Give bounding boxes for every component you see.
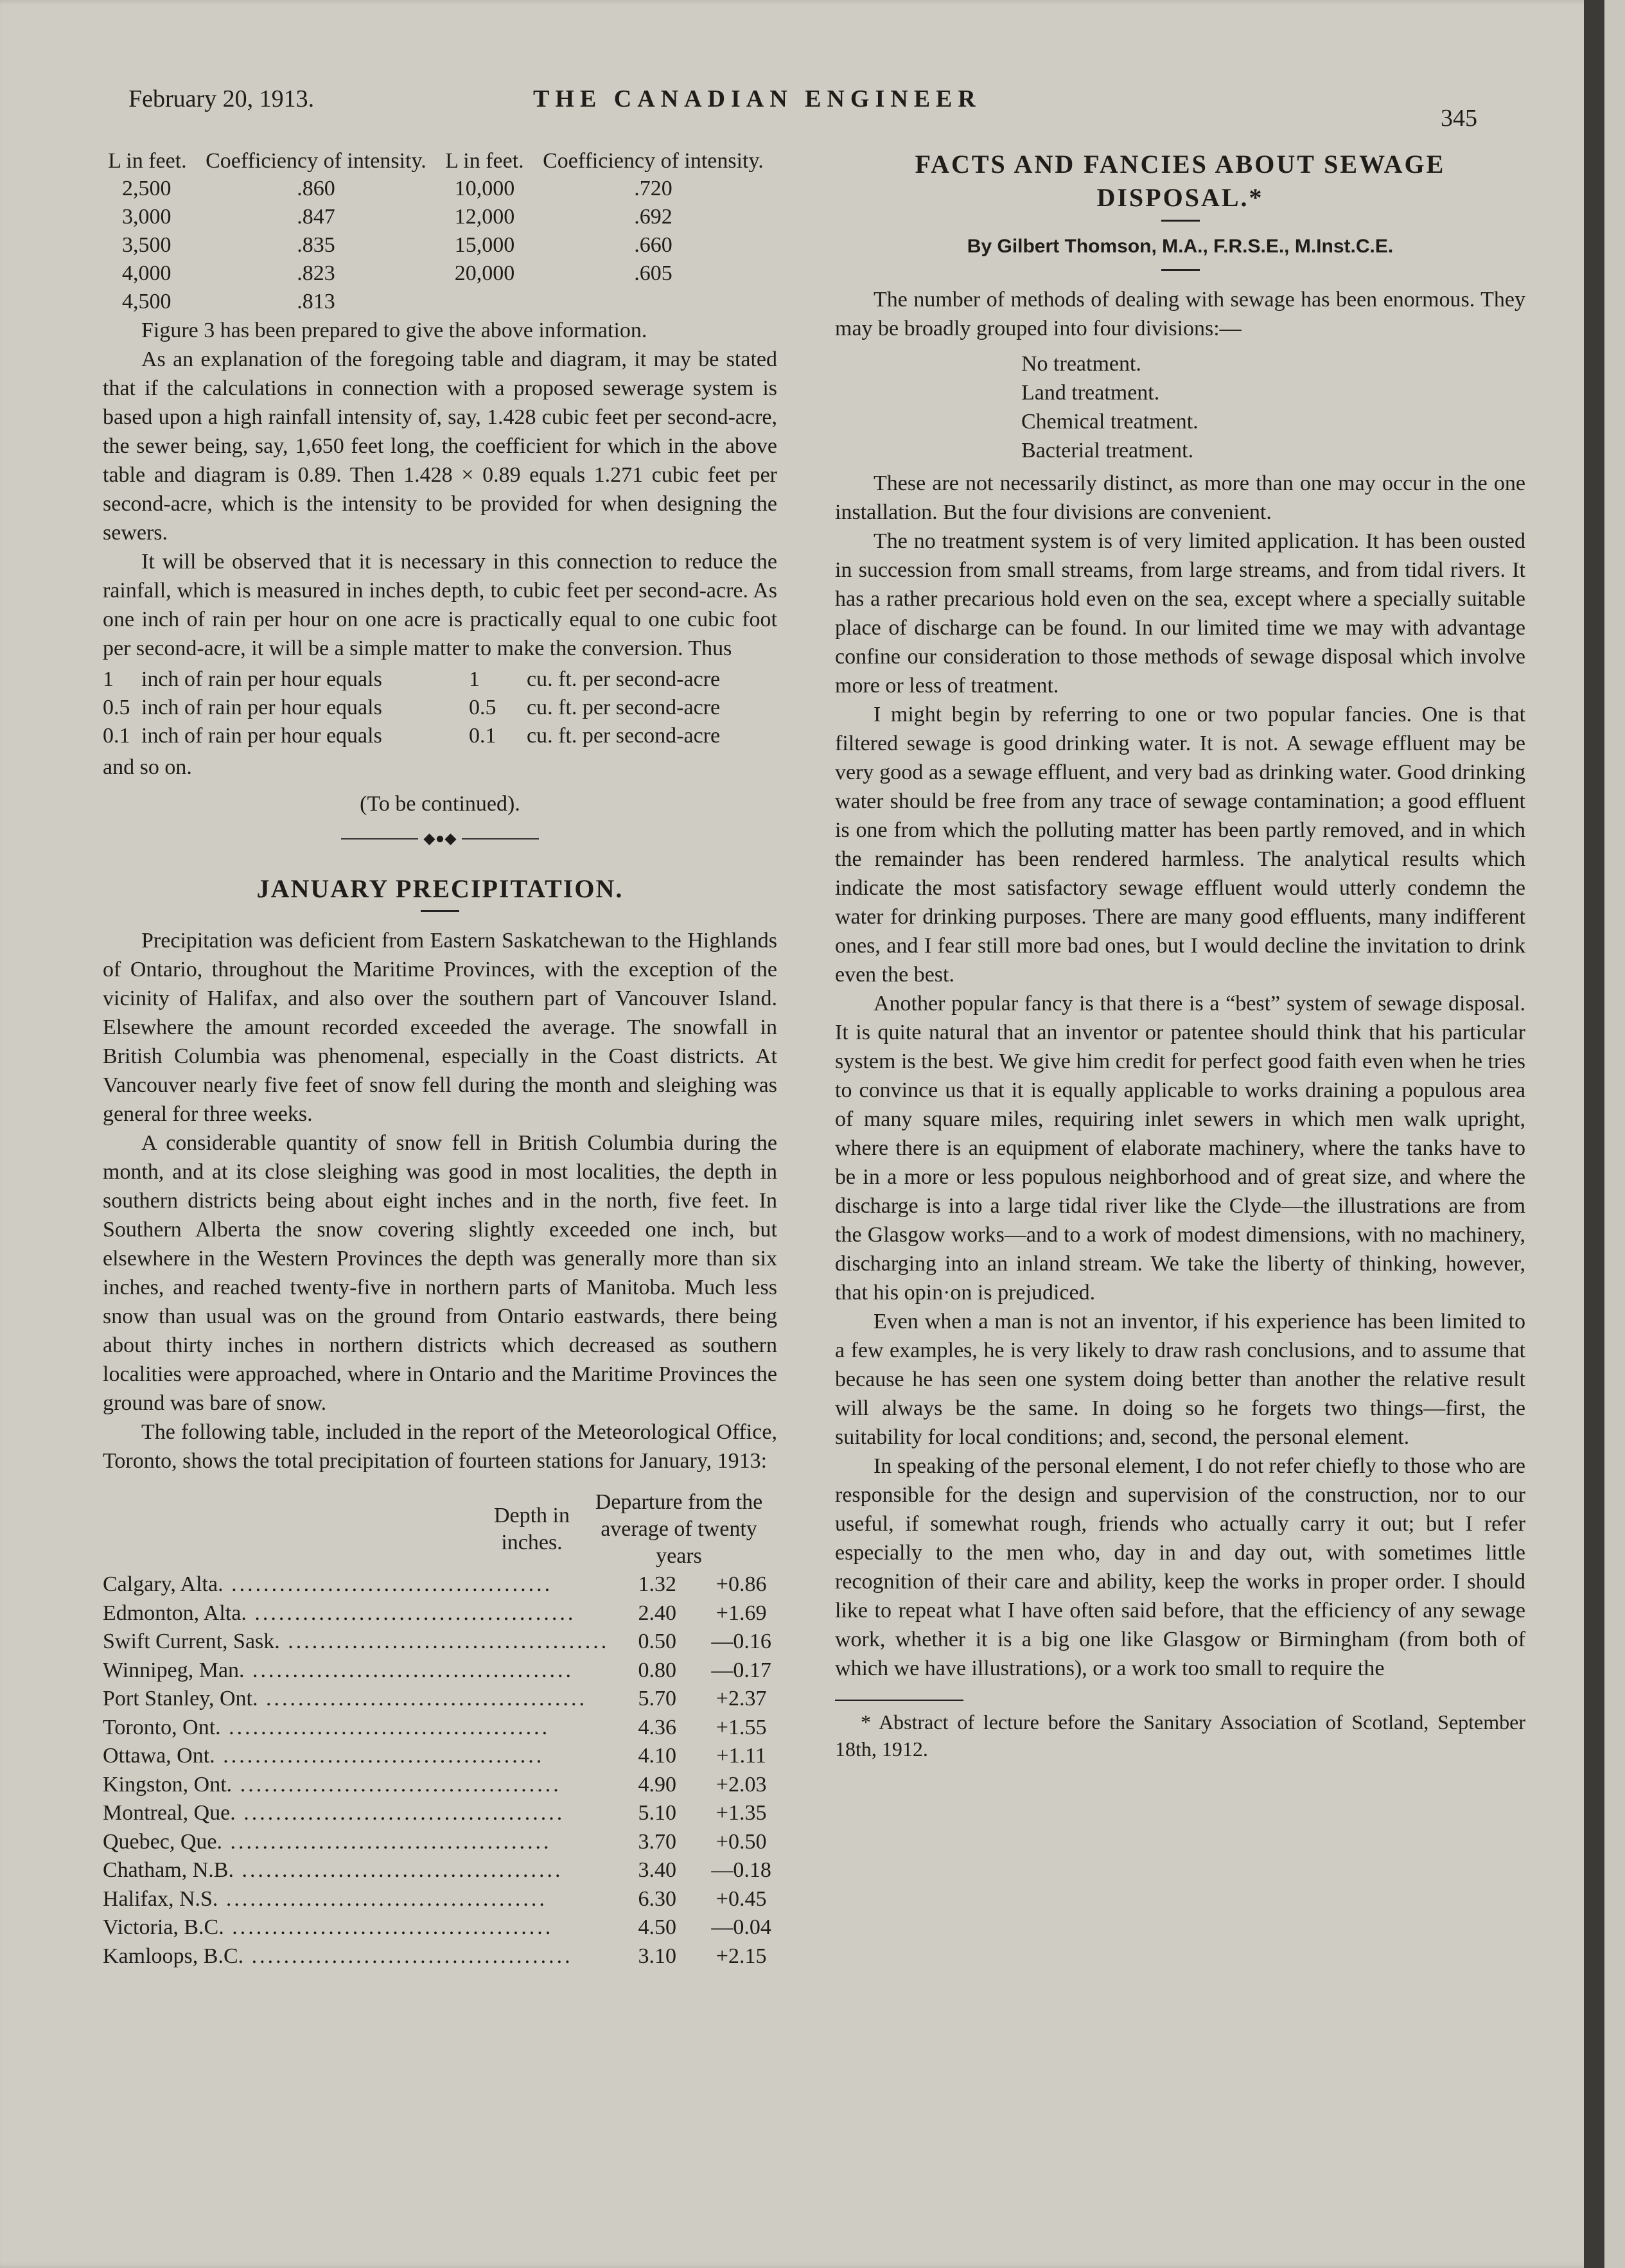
depth-cell: 4.36 bbox=[638, 1715, 677, 1739]
paragraph: The number of methods of dealing with sewage has been enormous. They may be broadly grouped into four divisions:— bbox=[835, 288, 1525, 340]
table-row bbox=[103, 1742, 777, 1771]
table-row bbox=[103, 288, 777, 316]
table-header: Departure from the average of twenty years bbox=[595, 1490, 763, 1568]
departure-cell: —0.17 bbox=[711, 1658, 771, 1682]
precipitation-table bbox=[103, 1570, 777, 1971]
list-item: Chemical treatment. bbox=[1021, 410, 1199, 434]
footnote: * Abstract of lecture before the Sanitary Association of Scotland, September 18th, 1912. bbox=[835, 1710, 1525, 1761]
table-row bbox=[103, 259, 777, 288]
table-cell: .860 bbox=[297, 177, 335, 200]
page-header bbox=[128, 85, 1477, 132]
depth-cell: 1.32 bbox=[638, 1572, 677, 1596]
paragraph: Figure 3 has been prepared to give the above information. bbox=[141, 319, 647, 342]
table-cell: cu. ft. per second-acre bbox=[527, 696, 721, 719]
table-row bbox=[103, 1657, 777, 1685]
section-title: JANUARY PRECIPITATION. bbox=[256, 874, 624, 903]
leader-dots: ........................................ bbox=[233, 1858, 563, 1882]
paragraph: Even when a man is not an inventor, if his experience has been limited to a few examples, he is very likely to draw rash conclusions, and to assume that because he has seen one system doing better than another the relative result will always be the same. In doing so he forgets two things—first, the suitability for local conditions; and, second, the personal element. bbox=[835, 1310, 1525, 1449]
station-name: Edmonton, Alta. bbox=[103, 1601, 247, 1625]
table-cell: .720 bbox=[634, 177, 672, 200]
list-item: No treatment. bbox=[1021, 352, 1141, 376]
table-cell: 2,500 bbox=[122, 177, 171, 200]
station-name: Victoria, B.C. bbox=[103, 1915, 224, 1939]
precipitation-table-header bbox=[103, 1488, 777, 1570]
title-rule bbox=[1161, 269, 1200, 271]
leader-dots: ........................................ bbox=[244, 1658, 574, 1682]
departure-cell: +1.11 bbox=[716, 1744, 766, 1768]
depth-cell: 0.80 bbox=[638, 1658, 677, 1682]
divisions-list bbox=[1021, 349, 1525, 465]
table-row bbox=[103, 1685, 777, 1714]
leader-dots: ........................................ bbox=[224, 1915, 554, 1939]
table-cell: .835 bbox=[297, 233, 335, 257]
right-column bbox=[835, 148, 1525, 1763]
leader-dots: ........................................ bbox=[215, 1744, 545, 1768]
station-name: Calgary, Alta. bbox=[103, 1572, 224, 1596]
coefficient-table bbox=[103, 148, 777, 316]
paragraph: These are not necessarily distinct, as more than one may occur in the one installation. But the four divisions are convenient. bbox=[835, 471, 1525, 524]
table-header: Depth in inches. bbox=[493, 1504, 570, 1554]
table-cell: 0.5 bbox=[103, 696, 130, 719]
table-cell: 1 bbox=[103, 667, 114, 691]
table-row bbox=[103, 665, 777, 694]
leader-dots: ........................................ bbox=[223, 1572, 553, 1596]
left-column bbox=[103, 148, 777, 1971]
depth-cell: 0.50 bbox=[638, 1630, 677, 1653]
article-title: FACTS AND FANCIES ABOUT SEWAGE DISPOSAL.* bbox=[915, 150, 1446, 212]
table-header: Coefficiency of intensity. bbox=[206, 149, 426, 173]
depth-cell: 5.70 bbox=[638, 1687, 677, 1710]
station-cell bbox=[103, 1828, 609, 1857]
paragraph: As an explanation of the foregoing table and diagram, it may be stated that if the calculations in connection with a proposed sewerage system is based upon a high rainfall intensity of, say, 1.428 cubic feet per second-acre, the sewer being, say, 1,650 feet long, the coefficient for which in the above table and diagram is 0.89. Then 1.428 × 0.89 equals 1.271 cubic feet per second-acre, which is the intensity to be provided for when designing the sewers. bbox=[103, 347, 777, 545]
table-cell: .847 bbox=[297, 205, 335, 229]
table-cell: 20,000 bbox=[454, 261, 515, 285]
table-cell: 15,000 bbox=[454, 233, 515, 257]
station-name: Montreal, Que. bbox=[103, 1801, 236, 1825]
station-cell bbox=[103, 1714, 609, 1743]
table-cell: cu. ft. per second-acre bbox=[527, 667, 721, 691]
section-ornament bbox=[103, 829, 777, 848]
station-cell bbox=[103, 1942, 609, 1971]
departure-cell: +1.35 bbox=[716, 1801, 767, 1825]
table-row bbox=[103, 722, 777, 750]
table-cell: .660 bbox=[634, 233, 672, 257]
table-cell: 0.5 bbox=[469, 696, 496, 719]
leader-dots: ........................................ bbox=[222, 1829, 552, 1854]
table-header: L in feet. bbox=[445, 149, 524, 173]
station-cell bbox=[103, 1657, 609, 1685]
table-cell: 4,500 bbox=[122, 290, 171, 313]
table-row bbox=[103, 231, 777, 259]
paragraph: The no treatment system is of very limited application. It has been ousted in succession from small streams, from large streams, and from tidal rivers. It has a rather precarious hold even on the sea, except where a specially suitable place of discharge can be found. In our limited time we may with advantage confine our consideration to those methods of sewage disposal which involve more or less of treatment. bbox=[835, 529, 1525, 698]
departure-cell: +1.55 bbox=[716, 1715, 767, 1739]
station-cell bbox=[103, 1628, 609, 1657]
depth-cell: 4.90 bbox=[638, 1772, 677, 1797]
list-item: Land treatment. bbox=[1021, 381, 1160, 405]
table-row bbox=[103, 694, 777, 722]
station-name: Winnipeg, Man. bbox=[103, 1658, 245, 1682]
station-name: Kingston, Ont. bbox=[103, 1772, 233, 1797]
paragraph: It will be observed that it is necessary in this connection to reduce the rainfall, which is measured in inches depth, to cubic feet per second-acre. As one inch of rain per hour on one acre is practically equal to one cubic foot per second-acre, it will be a simple matter to make the conversion. Thus bbox=[103, 550, 777, 660]
station-name: Chatham, N.B. bbox=[103, 1858, 234, 1882]
depth-cell: 3.40 bbox=[638, 1858, 677, 1882]
paragraph: I might begin by referring to one or two popular fancies. One is that filtered sewage is good drinking water. It is not. A sewage effluent may be very good as a sewage effluent, and very bad as drinking water. Good drinking water should be free from any trace of sewage contamination; a good effluent is one from which the polluting matter has been partly removed, and in which the remainder has been rendered harmless. The analytical results which indicate the most satisfactory sewage effluent would utterly condemn the water for drinking purposes. There are many good effluents, many indifferent ones, and I fear still more bad ones, but I would decline the invitation to drink even the best. bbox=[835, 703, 1525, 987]
page-number: 345 bbox=[1441, 105, 1477, 132]
station-cell bbox=[103, 1856, 609, 1885]
title-rule bbox=[1161, 220, 1200, 222]
depth-cell: 6.30 bbox=[638, 1886, 677, 1911]
leader-dots: ........................................ bbox=[243, 1944, 573, 1968]
table-cell: 3,000 bbox=[122, 205, 171, 229]
table-header: Coefficiency of intensity. bbox=[543, 149, 764, 173]
station-name: Quebec, Que. bbox=[103, 1829, 222, 1854]
table-row bbox=[103, 1828, 777, 1857]
departure-cell: +2.37 bbox=[716, 1687, 767, 1710]
depth-cell: 4.10 bbox=[638, 1744, 677, 1768]
depth-cell: 3.70 bbox=[638, 1829, 677, 1854]
continued-note: (To be continued). bbox=[360, 792, 520, 816]
departure-cell: —0.04 bbox=[711, 1915, 771, 1939]
station-cell bbox=[103, 1799, 609, 1828]
leader-dots: ........................................ bbox=[220, 1715, 550, 1739]
table-row bbox=[103, 1913, 777, 1942]
table-row bbox=[103, 1799, 777, 1828]
table-cell: .692 bbox=[634, 205, 672, 229]
depth-cell: 2.40 bbox=[638, 1601, 677, 1625]
table-row bbox=[103, 1599, 777, 1628]
station-cell bbox=[103, 1570, 609, 1599]
station-cell bbox=[103, 1599, 609, 1628]
journal-title: THE CANADIAN ENGINEER bbox=[533, 85, 981, 112]
ornament-icon: ◆●◆ bbox=[423, 831, 457, 847]
station-name: Toronto, Ont. bbox=[103, 1715, 221, 1739]
byline: By Gilbert Thomson, M.A., F.R.S.E., M.Inst.C.E. bbox=[967, 236, 1394, 257]
table-row bbox=[103, 1714, 777, 1743]
station-cell bbox=[103, 1742, 609, 1771]
table-row bbox=[103, 1942, 777, 1971]
departure-cell: +0.50 bbox=[716, 1829, 767, 1854]
depth-cell: 5.10 bbox=[638, 1801, 677, 1825]
issue-date: February 20, 1913. bbox=[128, 85, 315, 112]
paragraph: In speaking of the personal element, I do not refer chiefly to those who are responsible for the design and supervision of the construction, nor to our useful, if somewhat rough, friends who actually carry it out; but I refer especially to the men who, day in and day out, with sometimes little recognition of their care and ability, keep the works in proper order. I should like to repeat what I have often said before, that the efficiency of any sewage work, whether it is a big one like Glasgow or Birmingham (from both of which we have illustrations), or a work too small to require the bbox=[835, 1454, 1525, 1680]
leader-dots: ........................................ bbox=[246, 1601, 576, 1625]
table-cell: .605 bbox=[634, 261, 672, 285]
list-item: Bacterial treatment. bbox=[1021, 439, 1194, 462]
table-cell: .823 bbox=[297, 261, 335, 285]
station-name: Halifax, N.S. bbox=[103, 1886, 218, 1911]
depth-cell: 4.50 bbox=[638, 1915, 677, 1939]
table-header: L in feet. bbox=[108, 149, 187, 173]
departure-cell: —0.18 bbox=[711, 1858, 771, 1882]
table-cell: 0.1 bbox=[103, 724, 130, 748]
table-cell: inch of rain per hour equals bbox=[141, 696, 382, 719]
table-row bbox=[103, 1856, 777, 1885]
footnote-rule bbox=[835, 1700, 963, 1701]
table-cell: .813 bbox=[297, 290, 335, 313]
table-row bbox=[103, 1628, 777, 1657]
departure-cell: +1.69 bbox=[716, 1601, 767, 1625]
station-name: Ottawa, Ont. bbox=[103, 1744, 215, 1768]
leader-dots: ........................................ bbox=[235, 1801, 565, 1825]
table-cell: 4,000 bbox=[122, 261, 171, 285]
paragraph: and so on. bbox=[103, 755, 192, 779]
table-cell: 0.1 bbox=[469, 724, 496, 748]
station-cell bbox=[103, 1913, 609, 1942]
station-name: Swift Current, Sask. bbox=[103, 1630, 280, 1653]
leader-dots: ........................................ bbox=[218, 1886, 547, 1911]
station-name: Kamloops, B.C. bbox=[103, 1944, 244, 1968]
depth-cell: 3.10 bbox=[638, 1944, 677, 1968]
table-cell: 12,000 bbox=[454, 205, 515, 229]
paragraph: Precipitation was deficient from Eastern Saskatchewan to the Highlands of Ontario, throughout the Maritime Provinces, with the exception of the vicinity of Halifax, and also over the southern part of Vancouver Island. Elsewhere the amount recorded exceeded the average. The snowfall in British Columbia was phenomenal, especially in the Coast districts. At Vancouver nearly five feet of snow fell during the month and sleighing was general for three weeks. bbox=[103, 929, 777, 1126]
binding-edge bbox=[1584, 0, 1604, 2268]
station-cell bbox=[103, 1685, 609, 1714]
departure-cell: +2.15 bbox=[716, 1944, 767, 1968]
table-row bbox=[103, 1885, 777, 1914]
paragraph: Another popular fancy is that there is a “best” system of sewage disposal. It is quite natural that an inventor or patentee should think that his particular system is the best. We give him credit for perfect good faith even when he tries to convince us that it is equally applicable to works draining a populous area of many square miles, requiring inlet sewers in which men walk upright, where there is an equipment of elaborate machinery, where the tanks have to be in a more or less populous neighborhood and of great size, and where the discharge is into a large tidal river like the Clyde—the illustrations are from the Glasgow works—and to a work of modest dimensions, with no machinery, discharging into an inland stream. We take the liberty of thinking, however, that his opin·on is prejudiced. bbox=[835, 992, 1525, 1305]
leader-dots: ........................................ bbox=[258, 1687, 587, 1710]
table-row bbox=[103, 175, 777, 203]
ornament-line bbox=[462, 838, 539, 840]
departure-cell: +0.45 bbox=[716, 1886, 767, 1911]
table-row bbox=[103, 1771, 777, 1800]
station-cell bbox=[103, 1771, 609, 1800]
paragraph: The following table, included in the report of the Meteorological Office, Toronto, shows the total precipitation of fourteen stations for January, 1913: bbox=[103, 1420, 777, 1473]
departure-cell: +0.86 bbox=[716, 1572, 767, 1596]
table-cell: 3,500 bbox=[122, 233, 171, 257]
leader-dots: ........................................ bbox=[279, 1630, 610, 1653]
table-cell bbox=[529, 288, 777, 316]
title-rule bbox=[421, 910, 459, 912]
table-cell: inch of rain per hour equals bbox=[141, 724, 382, 748]
ornament-line bbox=[341, 838, 418, 840]
table-row bbox=[103, 1570, 777, 1599]
table-cell: 1 bbox=[469, 667, 480, 691]
table-cell: inch of rain per hour equals bbox=[141, 667, 382, 691]
table-row bbox=[103, 203, 777, 231]
paragraph: A considerable quantity of snow fell in British Columbia during the month, and at its close sleighing was good in most localities, the depth in southern districts being about eight inches and in the north, five feet. In Southern Alberta the snow covering slightly exceeded one inch, but elsewhere in the Western Provinces the depth was generally more than six inches, and reached twenty-five in northern parts of Manitoba. Much less snow than usual was on the ground from Ontario eastwards, there being about thirty inches in northern districts which decreased as southern localities were approached, where in Ontario and the Maritime Provinces the ground was bare of snow. bbox=[103, 1131, 777, 1415]
station-cell bbox=[103, 1885, 609, 1914]
table-cell: 10,000 bbox=[454, 177, 515, 200]
table-cell bbox=[440, 288, 529, 316]
station-name: Port Stanley, Ont. bbox=[103, 1687, 258, 1710]
departure-cell: +2.03 bbox=[716, 1772, 767, 1797]
conversion-table bbox=[103, 665, 777, 750]
departure-cell: —0.16 bbox=[711, 1630, 771, 1653]
leader-dots: ........................................ bbox=[232, 1772, 561, 1797]
table-cell: cu. ft. per second-acre bbox=[527, 724, 721, 748]
